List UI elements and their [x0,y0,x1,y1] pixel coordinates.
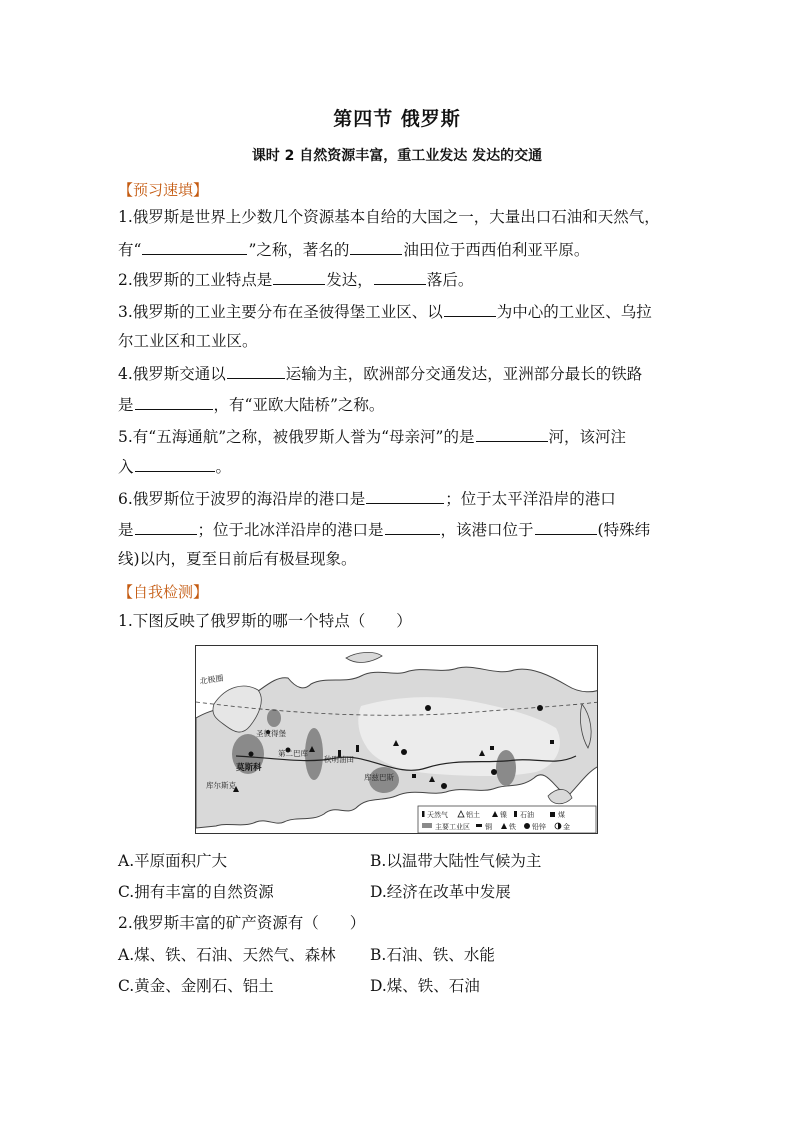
legend-copper: 铜 [485,823,492,831]
map-label-moscow: 莫斯科 [236,763,262,773]
text: 运输为主，欧洲部分交通发达，亚洲部分最长的铁路 [285,365,643,383]
legend-bauxite: 铝土 [466,811,480,819]
answer-blank[interactable] [227,362,285,379]
text: 发达， [326,271,373,289]
text: (特殊纬 [597,521,651,539]
answer-blank[interactable] [535,518,597,535]
question-1-line-2 [118,238,678,260]
question-4-line-2 [118,393,678,415]
map-label-arctic: 北极圈 [199,673,225,686]
text: ”之称，著名的 [248,241,350,259]
text: 2.俄罗斯的工业特点是 [118,271,273,289]
page-title: 第四节 俄罗斯 [333,108,461,130]
text: 3.俄罗斯的工业主要分布在圣彼得堡工业区、以 [118,303,443,321]
text: ；位于太平洋沿岸的港口 [445,490,616,508]
question-3-line-2 [118,331,678,351]
text: 油田位于西西伯利亚平原。 [403,241,590,259]
section-heading-selfcheck: 【自我检测】 [118,583,209,601]
text: ，有“亚欧大陆桥”之称。 [213,396,385,414]
q2-option-c[interactable]: C.黄金、金刚石、铝土 [118,977,274,995]
text: ；位于北冰洋沿岸的港口是 [197,521,384,539]
text: 是 [118,396,134,414]
question-6-line-1 [118,487,678,509]
text: 有“ [118,241,142,259]
text: 4.俄罗斯交通以 [118,365,226,383]
question-1-line-1 [118,207,678,227]
legend-coal: 煤 [558,811,565,819]
q1-option-b[interactable]: B.以温带大陆性气候为主 [370,852,542,870]
text: 5.有“五海通航”之称，被俄罗斯人誉为“母亲河”的是 [118,428,475,446]
russia-resource-map [195,645,598,834]
answer-blank[interactable] [350,238,402,255]
map-label-qiuming-oilfield: 秋明油田 [324,755,354,764]
text: 河，该河注 [548,428,627,446]
question-4-line-1 [118,362,678,384]
legend-lead-zinc: 铅锌 [532,823,546,831]
q2-option-a[interactable]: A.煤、铁、石油、天然气、森林 [118,946,336,964]
answer-blank[interactable] [374,268,426,285]
text: 为中心的工业区、乌拉 [496,303,652,321]
question-6-line-2 [118,518,678,540]
question-5-line-1 [118,425,678,447]
answer-blank[interactable] [135,455,215,472]
legend-oil: 石油 [520,811,534,819]
q1-option-d[interactable]: D.经济在改革中发展 [370,883,511,901]
map-label-kursk: 库尔斯克 [206,781,236,790]
answer-blank[interactable] [385,518,440,535]
legend-iron: 铁 [509,823,516,831]
answer-blank[interactable] [142,238,247,255]
q2-option-b[interactable]: B.石油、铁、水能 [370,946,495,964]
text: 6.俄罗斯位于波罗的海沿岸的港口是 [118,490,366,508]
section-heading-preview: 【预习速填】 [118,181,209,199]
question-2 [118,268,678,290]
legend-gold: 金 [563,823,570,831]
answer-blank[interactable] [366,487,444,504]
answer-blank[interactable] [135,393,213,410]
answer-blank[interactable] [444,300,496,317]
text: 入 [118,458,134,476]
text: 落后。 [426,271,474,289]
text: 1.俄罗斯是世界上少数几个资源基本自给的大国之一，大量出口石油和天然气， [118,208,660,226]
selfcheck-question-2: 2.俄罗斯丰富的矿产资源有（ ） [118,914,366,932]
q1-option-a[interactable]: A.平原面积广大 [118,852,228,870]
q1-option-c[interactable]: C.拥有丰富的自然资源 [118,883,274,901]
selfcheck-question-1: 1.下图反映了俄罗斯的哪一个特点（ ） [118,612,412,630]
map-label-stpetersburg: 圣彼得堡 [256,729,286,738]
question-3-line-1 [118,300,678,322]
legend-industrial-zone: 主要工业区 [435,823,470,831]
lesson-subtitle: 课时 2 自然资源丰富，重工业发达 发达的交通 [251,148,543,164]
q2-option-d[interactable]: D.煤、铁、石油 [370,977,480,995]
map-label-second-baku: 第二巴库 [278,749,308,758]
map-label-kuzbass: 库兹巴斯 [364,773,394,782]
text: 是 [118,521,134,539]
legend-nickel: 镍 [500,811,507,819]
question-6-line-3 [118,549,678,569]
answer-blank[interactable] [476,425,548,442]
answer-blank[interactable] [273,268,325,285]
text: 尔工业区和工业区。 [118,332,258,350]
text: 线)以内，夏至日前后有极昼现象。 [118,550,357,568]
text: ，该港口位于 [440,521,534,539]
question-5-line-2 [118,455,678,477]
text: 。 [215,458,232,476]
legend-gas: 天然气 [427,811,448,819]
answer-blank[interactable] [135,518,197,535]
